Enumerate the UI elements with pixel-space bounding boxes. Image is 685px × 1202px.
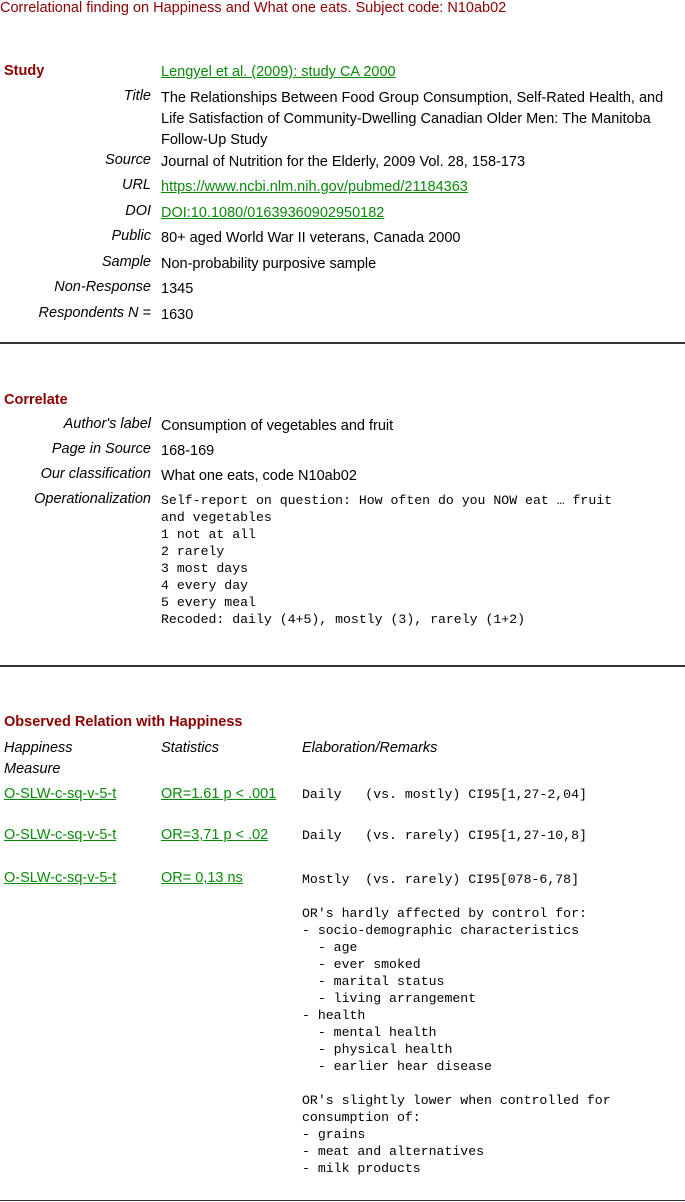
happiness-measure-link[interactable]: O-SLW-c-sq-v-5-t <box>4 827 117 843</box>
study-source: Journal of Nutrition for the Elderly, 2009 Vol. 28, 158-173 <box>161 154 526 170</box>
title-label: Title <box>123 88 151 104</box>
our-classification-value: What one eats, code N10ab02 <box>161 468 357 484</box>
section-divider <box>0 665 685 667</box>
column-header-remarks: Elaboration/Remarks <box>302 740 438 756</box>
study-doi-link[interactable]: DOI:10.1080/01639360902950182 <box>161 205 385 221</box>
study-public: 80+ aged World War II veterans, Canada 2000 <box>161 230 461 246</box>
authors-label-value: Consumption of vegetables and fruit <box>161 418 394 434</box>
happiness-measure-link[interactable]: O-SLW-c-sq-v-5-t <box>4 870 117 886</box>
study-section-title: Study <box>4 63 45 79</box>
page-title: Correlational finding on Happiness and What one eats. Subject code: N10ab02 <box>0 0 507 16</box>
authors-label-label: Author's label <box>63 416 151 432</box>
study-non-response: 1345 <box>161 281 194 297</box>
study-url-link[interactable]: https://www.ncbi.nlm.nih.gov/pubmed/21184363 <box>161 179 468 195</box>
section-divider <box>0 1200 685 1201</box>
relation-notes: OR's hardly affected by control for: - socio-demographic characteristics - age - ever smoked - marital status - living arrangement - health - mental health - physical health - earlier hear disease OR's slightly lower when controlled for consumption of: - grains - meat and alternatives - milk products <box>302 906 611 1176</box>
section-divider <box>0 342 685 344</box>
statistic-link[interactable]: OR=3,71 p < .02 <box>161 827 269 843</box>
respondents-label: Respondents N = <box>38 305 151 321</box>
our-classification-label: Our classification <box>40 466 151 482</box>
operationalization-label: Operationalization <box>34 491 151 507</box>
url-label: URL <box>121 177 151 193</box>
relation-section-title: Observed Relation with Happiness <box>4 714 243 730</box>
non-response-label: Non-Response <box>54 279 151 295</box>
relation-remark: Mostly (vs. rarely) CI95[078-6,78] <box>302 872 579 887</box>
happiness-measure-link[interactable]: O-SLW-c-sq-v-5-t <box>4 786 117 802</box>
operationalization-value: Self-report on question: How often do you NOW eat … fruit and vegetables 1 not at all 2 rarely 3 most days 4 every day 5 every meal Recoded: daily (4+5), mostly (3), rarely (1+2) <box>161 493 613 627</box>
column-header-statistics: Statistics <box>161 740 220 756</box>
relation-remark: Daily (vs. mostly) CI95[1,27-2,04] <box>302 787 587 802</box>
relation-remark: Daily (vs. rarely) CI95[1,27-10,8] <box>302 828 587 843</box>
correlate-section-title: Correlate <box>4 392 68 408</box>
study-title: The Relationships Between Food Group Consumption, Self-Rated Health, and Life Satisfaction of Community-Dwelling Canadian Older Men: The Manitoba Follow-Up Study <box>161 90 664 148</box>
doi-label: DOI <box>125 203 151 219</box>
source-label: Source <box>105 152 151 168</box>
column-header-measure: Happiness Measure <box>4 740 73 777</box>
sample-label: Sample <box>101 254 151 270</box>
page-in-source-label: Page in Source <box>51 441 151 457</box>
study-link[interactable]: Lengyel et al. (2009): study CA 2000 <box>161 64 396 80</box>
study-respondents: 1630 <box>161 307 194 323</box>
statistic-link[interactable]: OR= 0,13 ns <box>161 870 243 886</box>
public-label: Public <box>111 228 151 244</box>
statistic-link[interactable]: OR=1.61 p < .001 <box>161 786 277 802</box>
study-sample: Non-probability purposive sample <box>161 256 377 272</box>
page-in-source-value: 168-169 <box>161 443 215 459</box>
